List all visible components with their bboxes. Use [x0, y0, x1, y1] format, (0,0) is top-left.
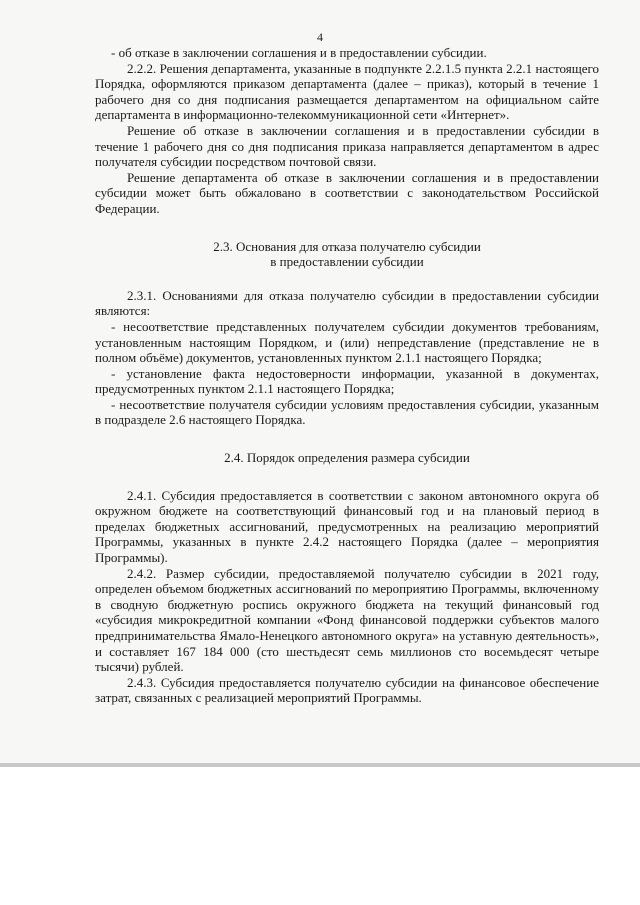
scan-edge — [0, 763, 640, 767]
paragraph: Решение департамента об отказе в заключении соглашения и в предоставлении субсидии может быть обжаловано в соответствии с законодательством Российской Федерации. — [95, 169, 599, 216]
list-item: - несоответствие представленных получателем субсидии документов требованиям, установленным настоящим Порядком, и (или) непредставление (представление не в полном объёме) документов, установленных пунктом 2.1.1 настоящего Порядка; — [95, 318, 599, 366]
document-body — [95, 45, 599, 706]
list-item: - установление факта недостоверности информации, указанной в документах, предусмотренных пунктом 2.1.1 настоящего Порядка; — [95, 365, 599, 397]
paragraph: 2.4.1. Субсидия предоставляется в соответствии с законом автономного округа об окружном бюджете на соответствующий финансовый год и на плановый период в пределах бюджетных ассигнований, предусмотренных на реализацию мероприятий Программы, указанных в пункте 2.4.2 настоящего Порядка (далее – мероприятия Программы). — [95, 487, 599, 566]
section-title-line: 2.4. Порядок определения размера субсидии — [224, 450, 470, 466]
section-heading-2-4 — [95, 450, 599, 466]
list-item: - несоответствие получателя субсидии условиям предоставления субсидии, указанным в подразделе 2.6 настоящего Порядка. — [95, 396, 599, 428]
section-heading-2-3 — [95, 239, 599, 270]
paragraph: 2.4.3. Субсидия предоставляется получателю субсидии на финансовое обеспечение затрат, связанных с реализацией мероприятий Программы. — [95, 674, 599, 706]
paragraph: 2.2.2. Решения департамента, указанные в подпункте 2.2.1.5 пункта 2.2.1 настоящего Порядка, оформляются приказом департамента (далее – приказ), который в течение 1 рабочего дня со дня подписания размещается департаментом на официальном сайте департамента в информационно-телекоммуникационной сети «Интернет». — [95, 60, 599, 123]
page-number: 4 — [317, 30, 323, 44]
paragraph: 2.3.1. Основаниями для отказа получателю субсидии в предоставлении субсидии являются: — [95, 287, 599, 319]
paragraph: 2.4.2. Размер субсидии, предоставляемой получателю субсидии в 2021 году, определен объемом бюджетных ассигнований по мероприятию Программы, включенному в сводную бюджетную роспись окружного бюджета на текущий финансовый год «субсидия микрокредитной компании «Фонд финансовой поддержки субъектов малого предпринимательства Ямало-Ненецкого автономного округа» на уставную деятельность», и составляет 167 184 000 (сто шестьдесят семь миллионов сто восемьдесят четыре тысячи) рублей. — [95, 565, 599, 675]
section-title-line: 2.3. Основания для отказа получателю субсидии — [213, 238, 481, 254]
paragraph: Решение об отказе в заключении соглашения и в предоставлении субсидии в течение 1 рабочего дня со дня подписания приказа направляется департаментом в адрес получателя субсидии посредством почтовой связи. — [95, 122, 599, 170]
list-item: - об отказе в заключении соглашения и в предоставлении субсидии. — [111, 45, 487, 60]
section-title-line: в предоставлении субсидии — [270, 254, 424, 270]
